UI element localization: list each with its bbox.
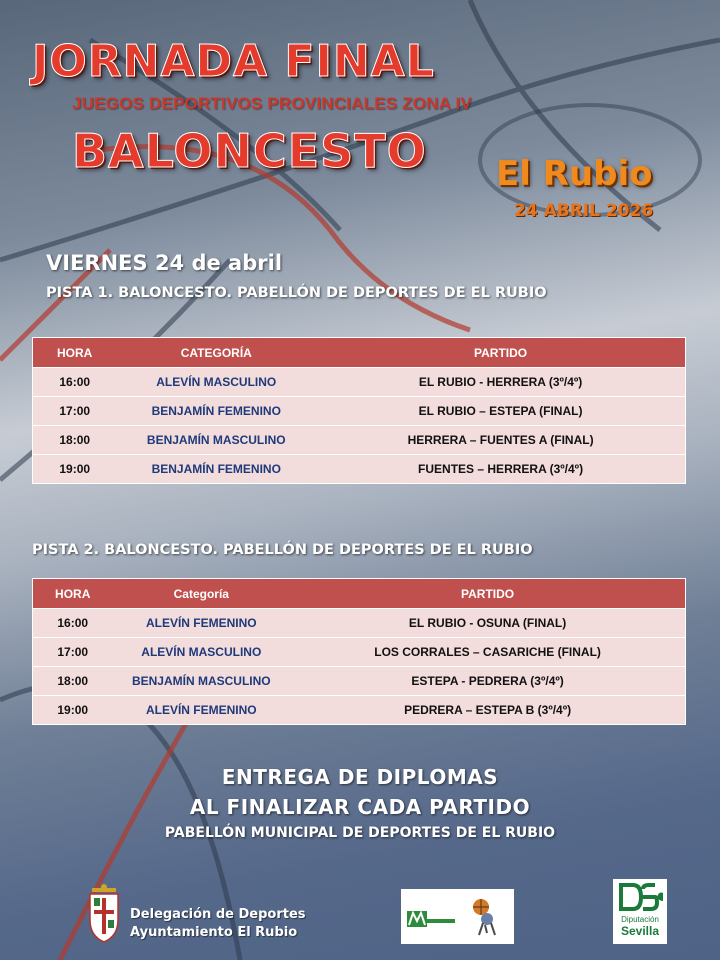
table-row bbox=[33, 368, 686, 397]
cell-partido: HERRERA – FUENTES A (FINAL) bbox=[316, 426, 685, 455]
delegacion-line1: Delegación de Deportes bbox=[130, 907, 306, 922]
delegacion-deportes-label bbox=[130, 906, 306, 942]
cell-partido: LOS CORRALES – CASARICHE (FINAL) bbox=[290, 638, 685, 667]
sport-title: BALONCESTO bbox=[72, 124, 427, 178]
cell-hora: 16:00 bbox=[33, 368, 117, 397]
cell-partido: EL RUBIO - HERRERA (3º/4º) bbox=[316, 368, 685, 397]
column-header-hora: HORA bbox=[33, 338, 117, 368]
cell-hora: 19:00 bbox=[33, 696, 113, 725]
sponsor-logo bbox=[401, 889, 514, 944]
cell-hora: 19:00 bbox=[33, 455, 117, 484]
cell-categoria: ALEVÍN FEMENINO bbox=[112, 609, 290, 638]
table-row bbox=[33, 609, 686, 638]
cell-hora: 17:00 bbox=[33, 397, 117, 426]
cell-hora: 18:00 bbox=[33, 667, 113, 696]
basketball-icon bbox=[401, 889, 514, 944]
table-row bbox=[33, 667, 686, 696]
cell-partido: EL RUBIO – ESTEPA (FINAL) bbox=[316, 397, 685, 426]
column-header-partido: PARTIDO bbox=[316, 338, 685, 368]
column-header-hora: HORA bbox=[33, 579, 113, 609]
sevilla-label: Sevilla bbox=[620, 924, 660, 938]
cell-categoria: BENJAMÍN MASCULINO bbox=[116, 426, 316, 455]
delegacion-line2: Ayuntamiento El Rubio bbox=[130, 925, 298, 940]
pista2-table bbox=[32, 578, 686, 725]
venue-line: PABELLÓN MUNICIPAL DE DEPORTES DE EL RUBIO bbox=[164, 825, 556, 841]
town-name: El Rubio bbox=[496, 154, 653, 194]
column-header-categoria: CATEGORÍA bbox=[116, 338, 316, 368]
pista2-title: PISTA 2. BALONCESTO. PABELLÓN DE DEPORTES DE EL RUBIO bbox=[32, 542, 533, 558]
day-heading: VIERNES 24 de abril bbox=[46, 251, 283, 275]
event-subtitle: JUEGOS DEPORTIVOS PROVINCIALES ZONA IV bbox=[72, 94, 472, 113]
cell-categoria: BENJAMÍN MASCULINO bbox=[112, 667, 290, 696]
event-date: 24 ABRIL 2026 bbox=[514, 201, 654, 221]
diputacion-logo-icon bbox=[613, 879, 667, 915]
diputacion-label: Diputación bbox=[621, 915, 659, 924]
table-row bbox=[33, 638, 686, 667]
pista1-table bbox=[32, 337, 686, 484]
cell-categoria: ALEVÍN FEMENINO bbox=[112, 696, 290, 725]
cell-hora: 18:00 bbox=[33, 426, 117, 455]
cell-hora: 16:00 bbox=[33, 609, 113, 638]
cell-partido: FUENTES – HERRERA (3º/4º) bbox=[316, 455, 685, 484]
cell-categoria: BENJAMÍN FEMENINO bbox=[116, 455, 316, 484]
table-header-row bbox=[33, 338, 686, 368]
table-header-row bbox=[33, 579, 686, 609]
cell-categoria: ALEVÍN MASCULINO bbox=[112, 638, 290, 667]
column-header-partido: PARTIDO bbox=[290, 579, 685, 609]
cell-partido: EL RUBIO - OSUNA (FINAL) bbox=[290, 609, 685, 638]
diplomas-subheading: AL FINALIZAR CADA PARTIDO bbox=[189, 795, 531, 819]
diplomas-heading: ENTREGA DE DIPLOMAS bbox=[221, 765, 499, 789]
table-row bbox=[33, 426, 686, 455]
cell-partido: ESTEPA - PEDRERA (3º/4º) bbox=[290, 667, 685, 696]
table-row bbox=[33, 397, 686, 426]
table-row bbox=[33, 455, 686, 484]
cell-categoria: BENJAMÍN FEMENINO bbox=[116, 397, 316, 426]
pista1-title: PISTA 1. BALONCESTO. PABELLÓN DE DEPORTES DE EL RUBIO bbox=[46, 285, 547, 301]
column-header-categoria: Categoría bbox=[112, 579, 290, 609]
crest-icon bbox=[86, 884, 122, 944]
cell-hora: 17:00 bbox=[33, 638, 113, 667]
table-row bbox=[33, 696, 686, 725]
cell-partido: PEDRERA – ESTEPA B (3º/4º) bbox=[290, 696, 685, 725]
diputacion-logo bbox=[613, 879, 667, 944]
cell-categoria: ALEVÍN MASCULINO bbox=[116, 368, 316, 397]
main-title: JORNADA FINAL bbox=[32, 36, 435, 87]
